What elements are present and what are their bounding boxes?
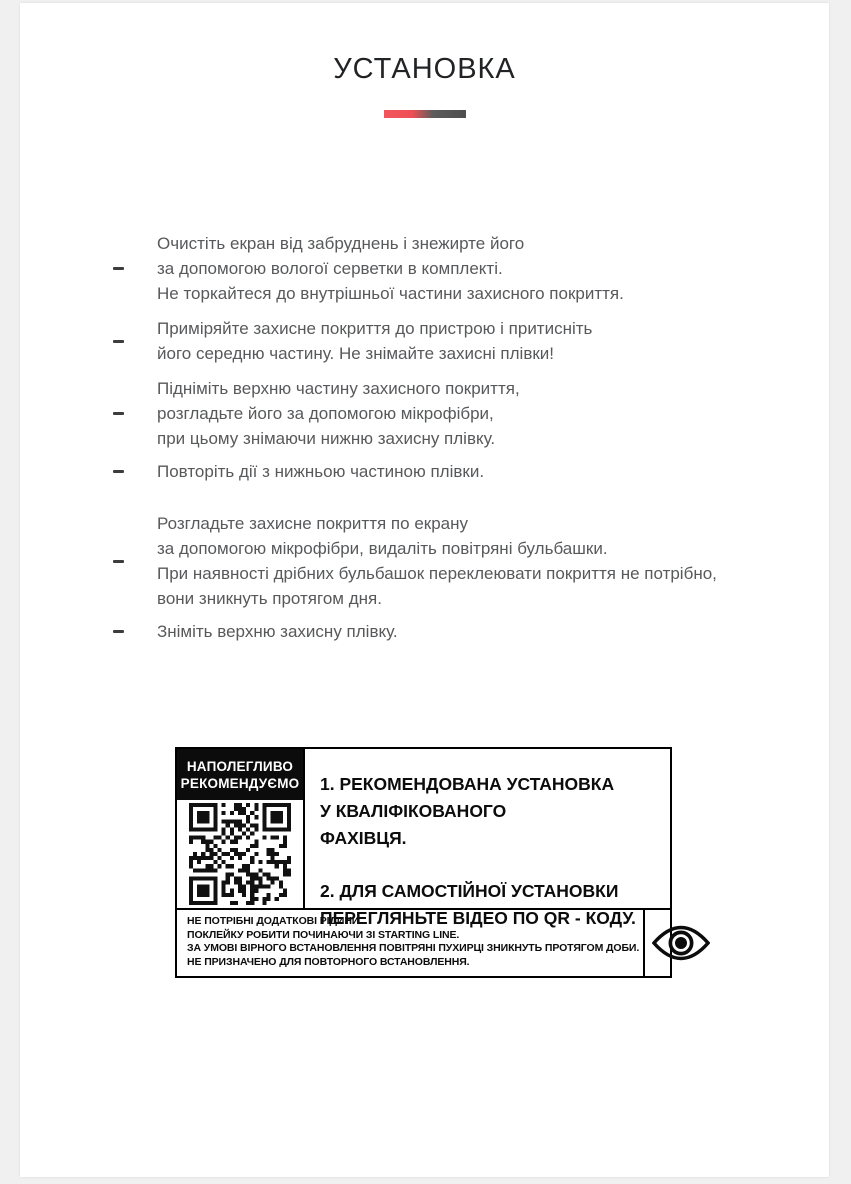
step-text	[157, 316, 592, 366]
title-accent-bar	[384, 110, 466, 118]
recommendation-box	[175, 747, 672, 978]
step-line: Не торкайтеся до внутрішньої частини захисного покриття.	[157, 284, 624, 303]
recommendation-box-bottom-row	[177, 910, 670, 976]
step-line: Підніміть верхню частину захисного покриття,	[157, 379, 520, 398]
step-text	[157, 619, 398, 644]
step-line: Розгладьте захисне покриття по екрану	[157, 514, 469, 533]
strongly-recommended-header	[177, 749, 303, 800]
note-line: ПОКЛЕЙКУ РОБИТИ ПОЧИНАЮЧИ ЗІ STARTING LINE.	[187, 928, 460, 941]
step-line: Зніміть верхню захисну плівку.	[157, 622, 398, 641]
step-text	[157, 231, 624, 306]
usage-notes	[177, 910, 643, 976]
recommendation-box-left-cell	[177, 749, 305, 908]
step-line: Повторіть дії з нижньою частиною плівки.	[157, 462, 485, 481]
recommendation-line: ФАХІВЦЯ.	[320, 828, 407, 848]
step-line: вони зникнуть протягом дня.	[157, 589, 382, 608]
dash-bullet-icon	[113, 340, 157, 343]
step-item	[113, 316, 773, 366]
dash-bullet-icon	[113, 470, 157, 473]
note-line: НЕ ПОТРІБНІ ДОДАТКОВІ РІДИНИ.	[187, 915, 363, 927]
step-text	[157, 459, 484, 484]
recommendation-line: 2. ДЛЯ САМОСТІЙНОЇ УСТАНОВКИ	[320, 881, 619, 901]
step-item	[113, 511, 773, 611]
step-line: Очистіть екран від забруднень і знежирте його	[157, 234, 525, 253]
dash-bullet-icon	[113, 560, 157, 563]
header-line-2: РЕКОМЕНДУЄМО	[180, 776, 300, 791]
step-line: розгладьте його за допомогою мікрофібри,	[157, 404, 494, 423]
instruction-sheet	[20, 3, 829, 1177]
step-line: за допомогою вологої серветки в комплекті.	[157, 259, 503, 278]
step-item	[113, 619, 773, 644]
recommendation-line: ПЕРЕГЛЯНЬТЕ ВІДЕО ПО QR - КОДУ.	[320, 908, 636, 928]
step-item	[113, 459, 773, 484]
note-line: ЗА УМОВІ ВІРНОГО ВСТАНОВЛЕННЯ ПОВІТРЯНІ ПУХИРЦІ ЗНИКНУТЬ ПРОТЯГОМ ДОБИ.	[187, 942, 640, 954]
step-line: за допомогою мікрофібри, видаліть повітряні бульбашки.	[157, 539, 608, 558]
header-line-1: НАПОЛЕГЛИВО	[186, 759, 294, 774]
step-line: його середню частину. Не знімайте захисні плівки!	[157, 344, 555, 363]
recommendations-text	[305, 749, 670, 928]
step-text	[157, 376, 520, 451]
eye-icon	[643, 910, 717, 976]
page-title: УСТАНОВКА	[333, 53, 516, 85]
step-item	[113, 376, 773, 451]
recommendation-line: У КВАЛІФІКОВАНОГО	[320, 801, 507, 821]
step-line: Приміряйте захисне покриття до пристрою і притисніть	[157, 319, 593, 338]
dash-bullet-icon	[113, 630, 157, 633]
qr-code	[177, 800, 303, 908]
recommendation-line: 1. РЕКОМЕНДОВАНА УСТАНОВКА	[320, 774, 615, 794]
step-item	[113, 231, 773, 306]
step-line: При наявності дрібних бульбашок переклеювати покриття не потрібно,	[157, 564, 717, 583]
installation-steps-list	[113, 231, 773, 644]
step-text	[157, 511, 717, 611]
note-line: НЕ ПРИЗНАЧЕНО ДЛЯ ПОВТОРНОГО ВСТАНОВЛЕННЯ.	[187, 955, 470, 968]
step-line: при цьому знімаючи нижню захисну плівку.	[157, 429, 496, 448]
recommendation-item	[320, 771, 664, 852]
dash-bullet-icon	[113, 267, 157, 270]
dash-bullet-icon	[113, 412, 157, 415]
